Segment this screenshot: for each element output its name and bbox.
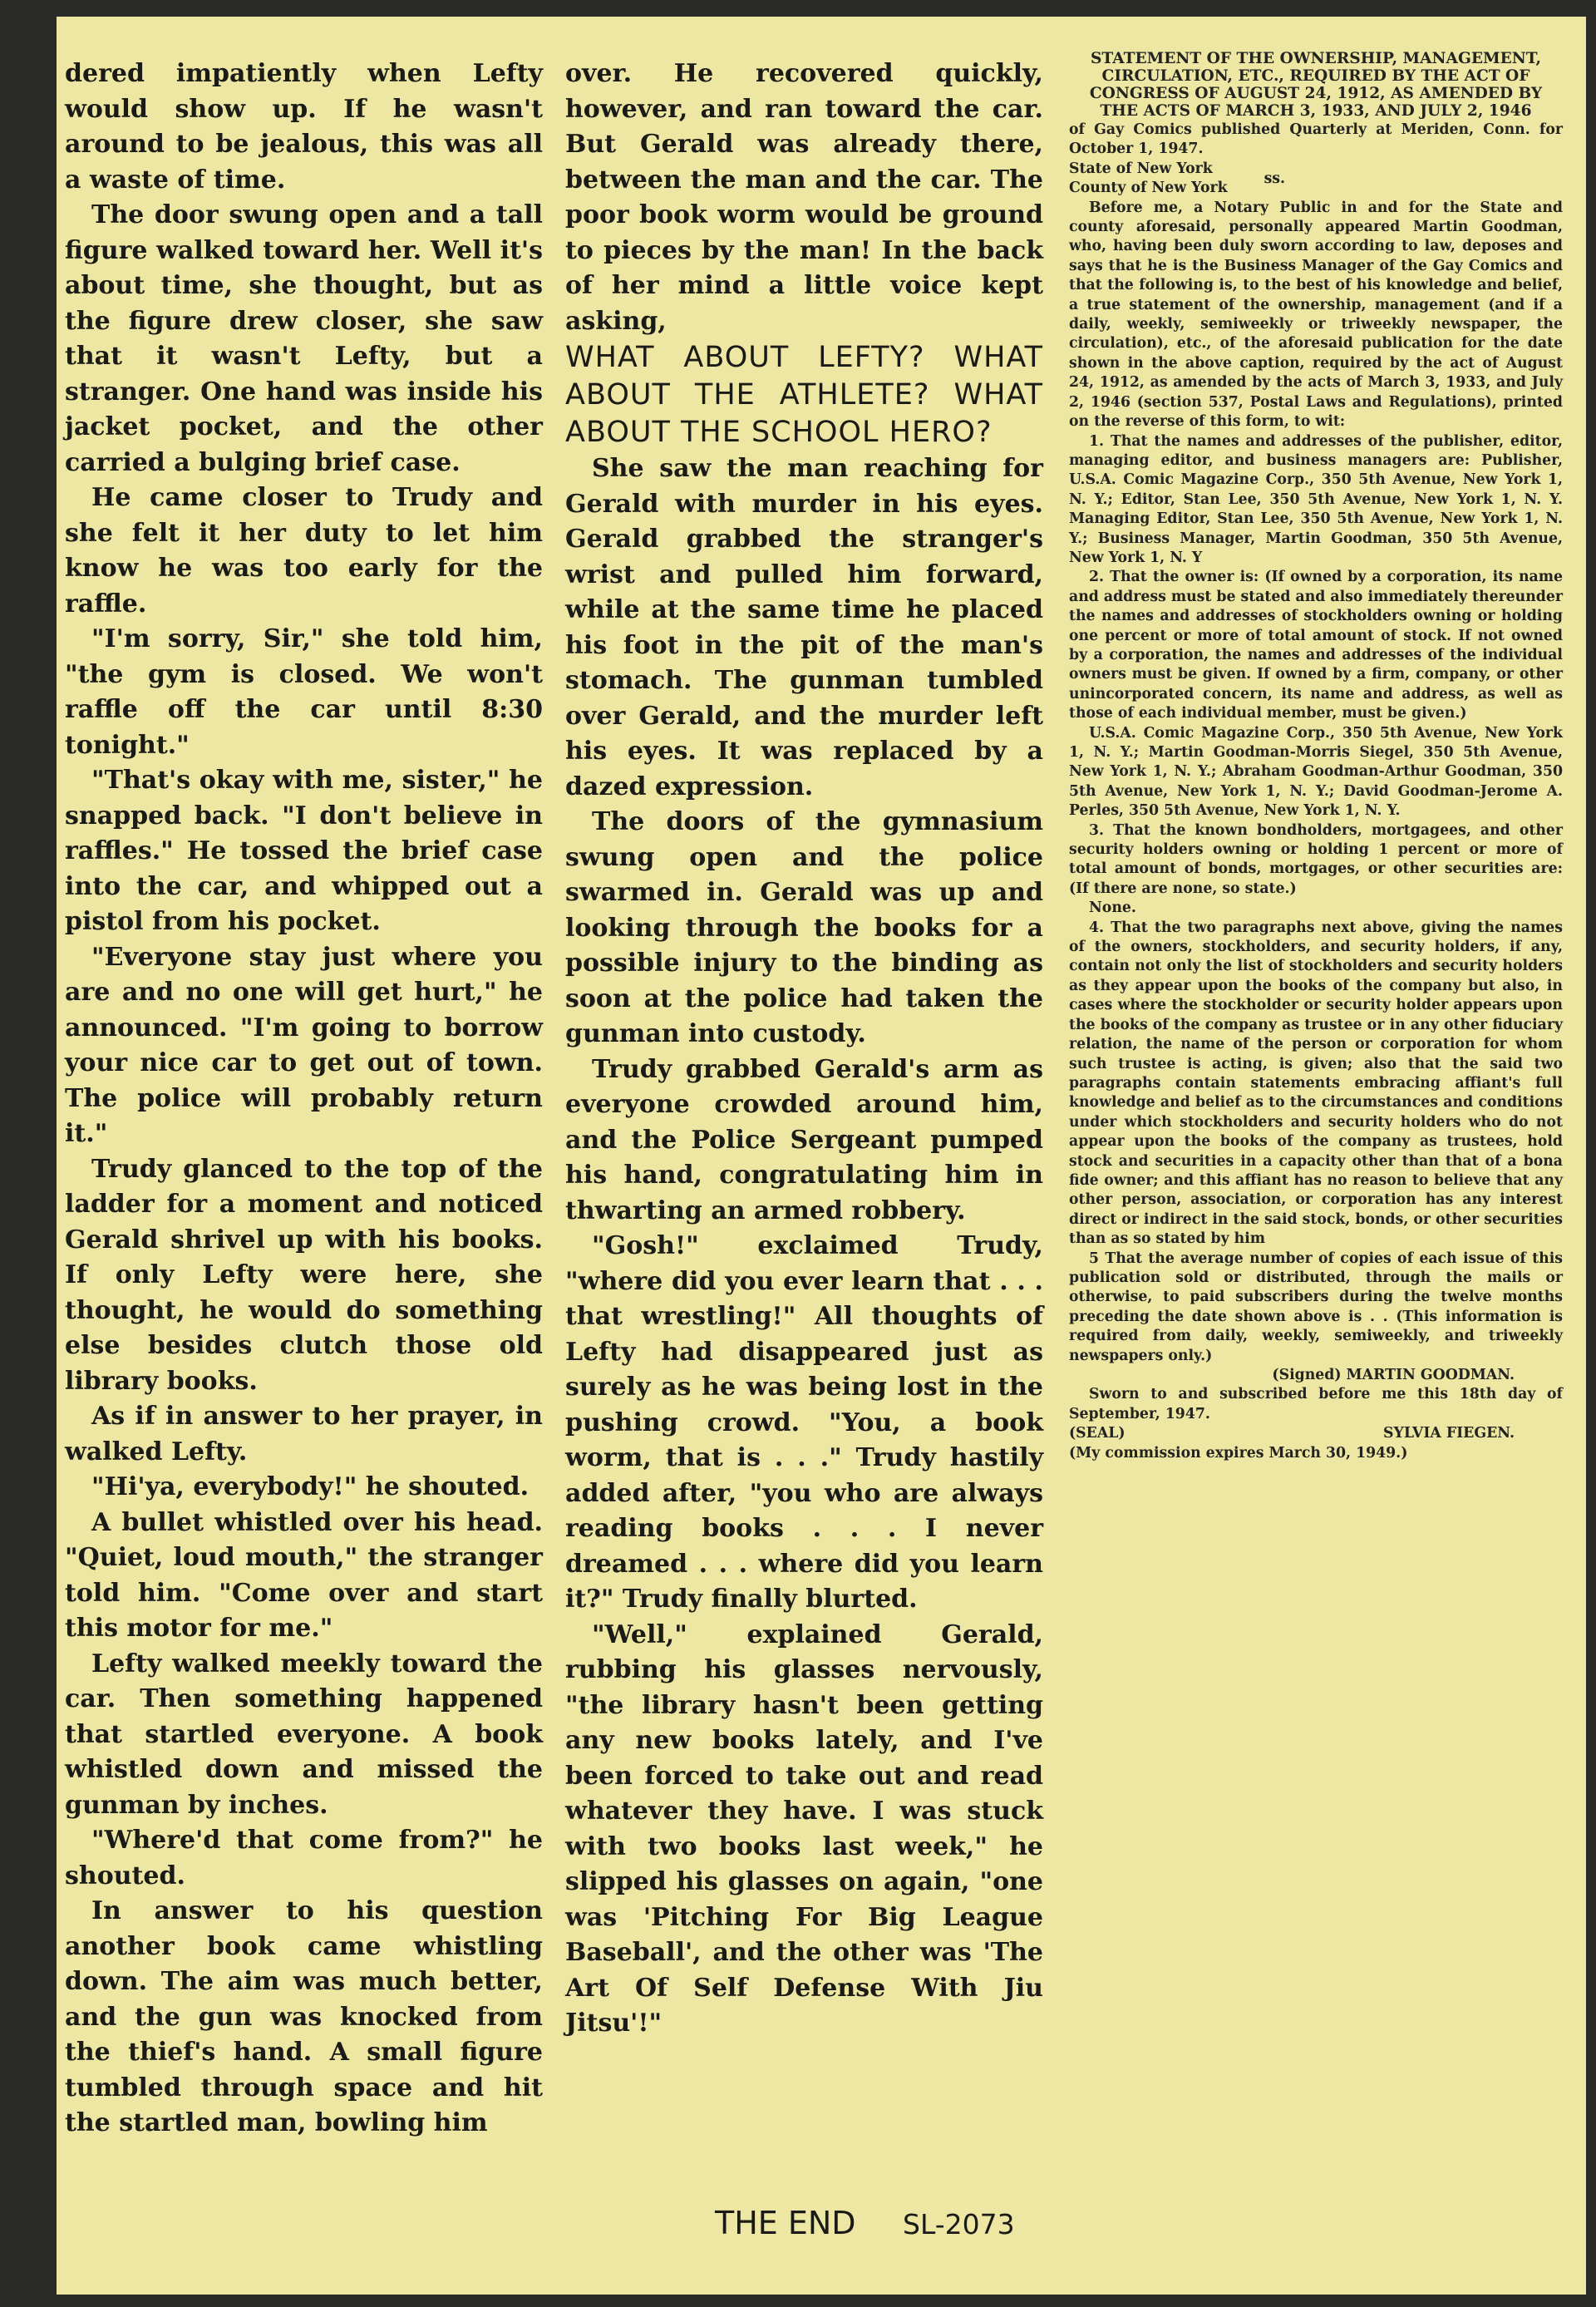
story-paragraph: "I'm sorry, Sir," she told him, "the gym is closed. We won't raffle off the car until 8:30 tonight." — [65, 624, 543, 760]
statement-item-2: 2. That the owner is: (If owned by a corporation, its name and address must be stated and also immediately thereunder the names and addresses of stockholders owning or holding one percent or more of total amount of stock. If not owned by a corporation, the names and addresses of the individual owners must be given. If owned by a firm, company, or other unincorporated concern, its name and address, as well as those of each individual member, must be given.) — [1069, 569, 1563, 722]
comic-text-page — [57, 17, 1586, 2295]
story-paragraph: Trudy glanced to the top of the ladder for a moment and noticed Gerald shrivel up with his books. If only Lefty were here, she thought, he would do something else besides clutch those old library books. — [65, 1154, 543, 1396]
statement-none: None. — [1089, 900, 1136, 917]
story-paragraph: "Gosh!" exclaimed Trudy, "where did you ever learn that . . . that wrestling!" All thoughts of Lefty had disappeared just as surely as he was being lost in the pushing crowd. "You, a book worm, that is . . ." Trudy hastily added after, "you who are always reading books . . . I never dreamed . . . where did you learn it?" Trudy finally blurted. — [565, 1231, 1043, 1614]
statement-seal-line — [1069, 1424, 1563, 1443]
statement-oath: Before me, a Notary Public in and for the State and county aforesaid, personally appeared Martin Goodman, who, having been duly sworn according to law, deposes and says that he is the Business Manager of the Gay Comics and that the following is, to the best of his knowledge and belief, a true statement of the ownership, management (and if a daily, weekly, semiweekly or triweekly newspaper, the circulation), etc., of the aforesaid publication for the date shown in the above caption, required by the act of August 24, 1912, as amended by the acts of March 3, 1933, and July 2, 1946 (section 537, Postal Laws and Regulations), printed on the reverse of this form, to wit: — [1069, 199, 1563, 431]
statement-commission: (My commission expires March 30, 1949.) — [1069, 1444, 1408, 1462]
story-paragraph: Lefty walked meekly toward the car. Then something happened that startled everyone. A book whistled down and missed the gunman by inches. — [65, 1649, 543, 1820]
statement-seal: (SEAL) — [1069, 1425, 1126, 1442]
story-paragraph: over. He recovered quickly, however, and ran toward the car. But Gerald was already there, between the man and the car. The poor book worm would be ground to pieces by the man! In the back of her mind a little voice kept asking, — [565, 59, 1043, 336]
statement-owners: U.S.A. Comic Magazine Corp., 350 5th Avenue, New York 1, N. Y.; Martin Goodman-Morris Siegel, 350 5th Avenue, New York 1, N. Y.; Abraham Goodman-Arthur Goodman, 350 5th Avenue, New York 1, N. Y.; David Goodman-Jerome A. Perles, 350 5th Avenue, New York 1, N. Y. — [1069, 724, 1563, 820]
story-paragraph: She saw the man reaching for Gerald with murder in his eyes. Gerald grabbed the stranger's wrist and pulled him forward, while at the same time he placed his foot in the pit of the man's stomach. The gunman tumbled over Gerald, and the murder left his eyes. It was replaced by a dazed expression. — [565, 454, 1043, 801]
story-paragraph: A bullet whistled over his head. "Quiet, loud mouth," the stranger told him. "Come over and start this motor for me." — [65, 1507, 543, 1643]
story-paragraph: dered impatiently when Lefty would show up. If he wasn't around to be jealous, this was all a waste of time. — [65, 59, 543, 195]
story-paragraph: The door swung open and a tall figure walked toward her. Well it's about time, she thought, but as the figure drew closer, she saw that it wasn't Lefty, but a stranger. One hand was inside his jacket pocket, and the other carried a bulging brief case. — [65, 200, 543, 477]
story-paragraph: Trudy grabbed Gerald's arm as everyone crowded around him, and the Police Sergeant pumped his hand, congratulating him in thwarting an armed robbery. — [565, 1054, 1043, 1225]
statement-item-3: 3. That the known bondholders, mortgagees, and other security holders owning or holding 1 percent or more of total amount of bonds, mortgages, or other securities are: (If there are none, so state.) — [1069, 821, 1563, 897]
story-paragraph: He came closer to Trudy and she felt it her duty to let him know he was too early for the raffle. — [65, 483, 543, 619]
statement-item-4: 4. That the two paragraphs next above, giving the names of the owners, stockholders, and security holders, if any, contain not only the list of stockholders and security holders as they appear upon the books of the company but also, in cases where the stockholder or security holder appears upon the books of the company as trustee or in any other fiduciary relation, the name of the person or corporation for whom such trustee is acting, is given; also that the said two paragraphs contain statements embracing affiant's full knowledge and belief as to the circumstances and conditions under which stockholders and security holders who do not appear upon the books of the company as trustees, hold stock and securities in a capacity other than that of a bona fide owner; and this affiant has no reason to believe that any other person, association, or corporation has any interest direct or indirect in the said stock, bonds, or other securities than as so stated by him — [1069, 919, 1563, 1248]
story-paragraph: "That's okay with me, sister," he snapped back. "I don't believe in raffles." He tossed the brief case into the car, and whipped out a pistol from his pocket. — [65, 766, 543, 936]
the-end-label: THE END — [715, 2205, 856, 2241]
story-paragraph: The doors of the gymnasium swung open and the police swarmed in. Gerald was up and looking through the books for a possible injury to the binding as soon at the police had taken the gunman into custody. — [565, 807, 1043, 1048]
story-paragraph: As if in answer to her prayer, in walked Lefty. — [65, 1402, 543, 1467]
statement-venue — [1069, 160, 1563, 199]
statement-item-5: 5 That the average number of copies of each issue of this publication sold or distributed, through the mails or otherwise, to paid subscribers during the twelve months preceding the date shown above is . . (This information is required from daily, weekly, semiweekly, and triweekly newspapers only.) — [1069, 1250, 1563, 1364]
statement-of-line: of Gay Comics published Quarterly at Meriden, Conn. for October 1, 1947. — [1069, 121, 1563, 158]
statement-county: County of New York — [1069, 180, 1228, 197]
story-paragraph: "Everyone stay just where you are and no one will get hurt," he announced. "I'm going to borrow your nice car to get out of town. The police will probably return it." — [65, 942, 543, 1148]
ownership-statement — [1069, 50, 1563, 1463]
story-column-2 — [565, 57, 1043, 2042]
story-paragraph: "Well," explained Gerald, rubbing his glasses nervously, "the library hasn't been getting any new books lately, and I've been forced to take out and read whatever they have. I was stuck with two books last week," he slipped his glasses on again, "one was 'Pitching For Big League Baseball', and the other was 'The Art Of Self Defense With Jiu Jitsu'!" — [565, 1619, 1043, 2038]
statement-ss: ss. — [1264, 170, 1286, 187]
story-column-1 — [65, 57, 543, 2142]
statement-state: State of New York — [1069, 160, 1213, 177]
story-code: SL-2073 — [903, 2208, 1015, 2240]
story-caps-question: WHAT ABOUT LEFTY? WHAT ABOUT THE ATHLETE? WHAT ABOUT THE SCHOOL HERO? — [565, 341, 1043, 449]
statement-notary: SYLVIA FIEGEN. — [1383, 1425, 1515, 1442]
story-paragraph: "Hi'ya, everybody!" he shouted. — [91, 1472, 530, 1501]
statement-heading: STATEMENT OF THE OWNERSHIP, MANAGEMENT, CIRCULATION, ETC., REQUIRED BY THE ACT OF CONGRESS OF AUGUST 24, 1912, AS AMENDED BY THE ACTS OF MARCH 3, 1933, AND JULY 2, 1946 — [1089, 50, 1543, 120]
statement-item-1: 1. That the names and addresses of the publisher, editor, managing editor, and business managers are: Publisher, U.S.A. Comic Magazine Corp., 350 5th Avenue, New York 1, N. Y.; Editor, Stan Lee, 350 5th Avenue, New York 1, N. Y. Managing Editor, Stan Lee, 350 5th Avenue, New York 1, N. Y.; Business Manager, Martin Goodman, 350 5th Avenue, New York 1, N. Y — [1069, 432, 1563, 566]
statement-sworn: Sworn to and subscribed before me this 18th day of September, 1947. — [1069, 1386, 1563, 1422]
story-paragraph: "Where'd that come from?" he shouted. — [65, 1826, 543, 1890]
story-paragraph: In answer to his question another book came whistling down. The aim was much better, and the gun was knocked from the thief's hand. A small figure tumbled through space and hit the startled man, bowling him — [65, 1896, 543, 2137]
statement-signed: (Signed) MARTIN GOODMAN. — [1272, 1367, 1515, 1383]
